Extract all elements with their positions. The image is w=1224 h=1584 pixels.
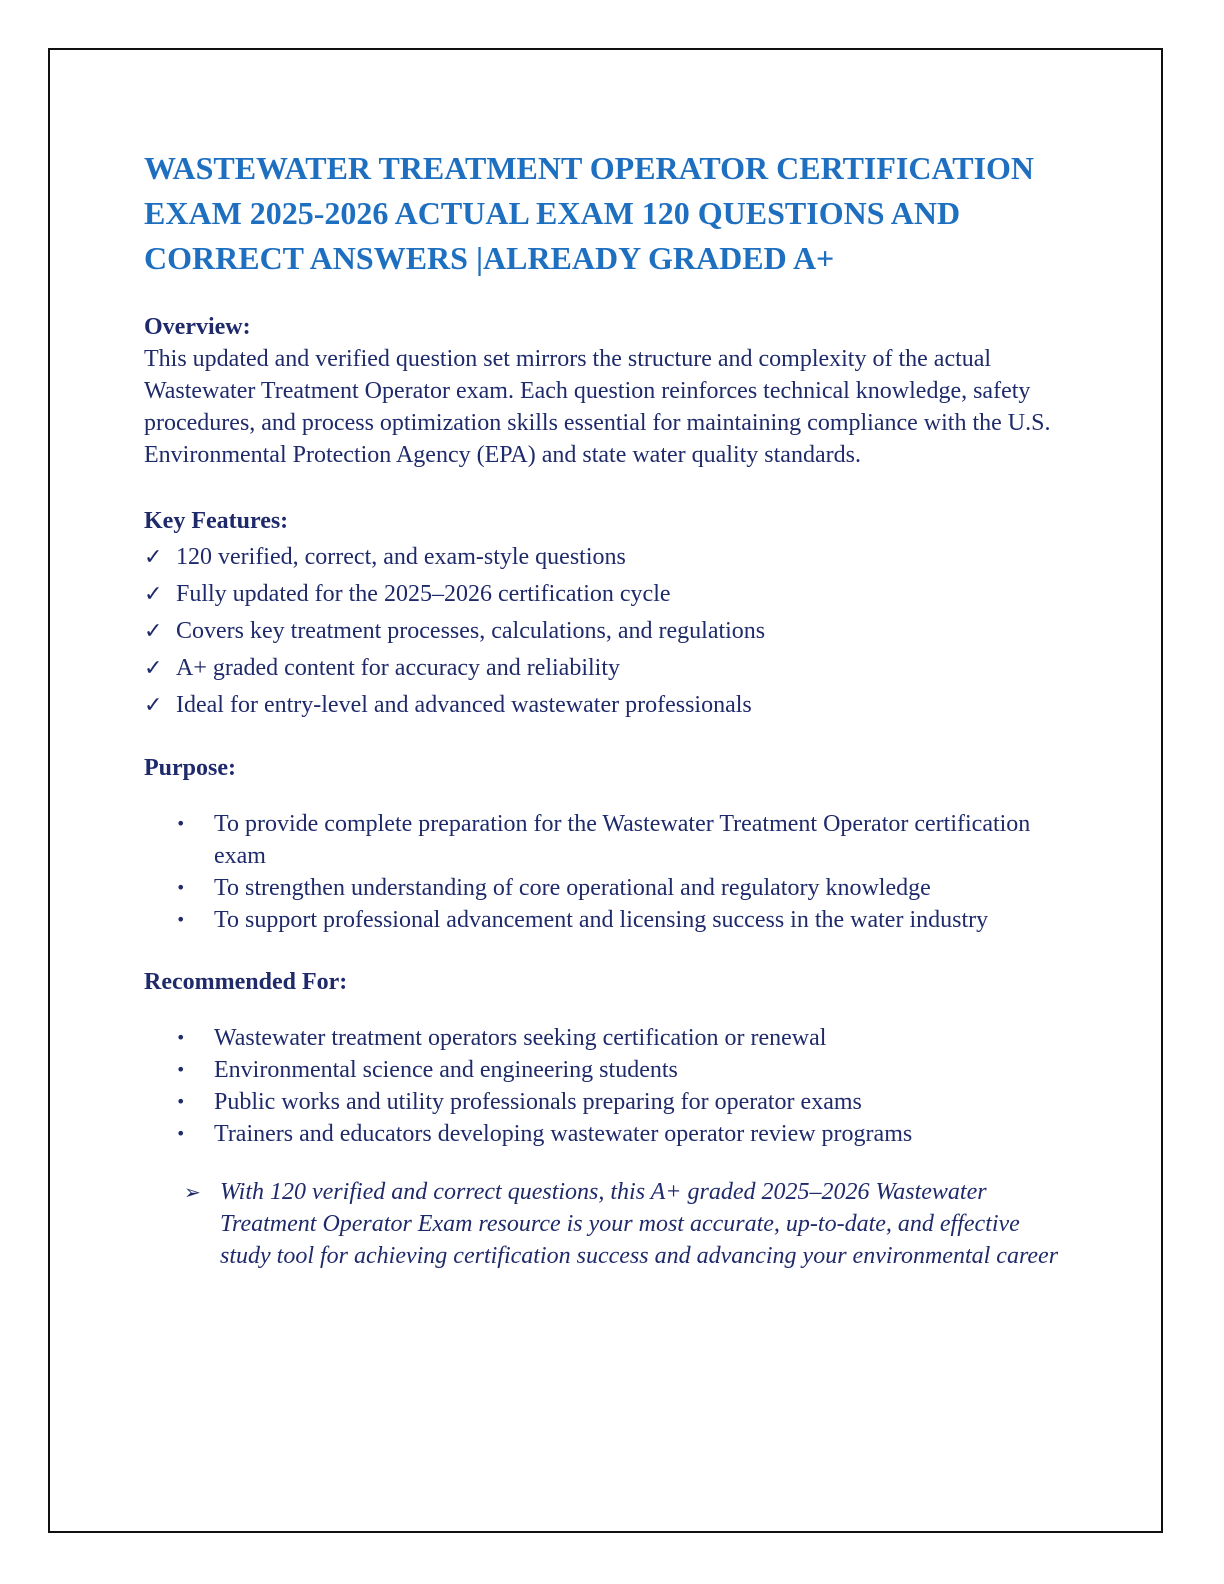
overview-section xyxy=(144,311,1074,471)
bullet-icon: • xyxy=(176,1092,186,1111)
overview-text: This updated and verified question set mirrors the structure and complexity of the actual Wastewater Treatment Operator exam. Each question reinforces technical knowledge, safety procedures, and process optimization skills essential for maintaining compliance with the U.S. Environmental Protection Agency (EPA) and state water quality standards. xyxy=(144,346,1051,468)
list-item xyxy=(144,872,1074,904)
document-body xyxy=(144,146,1074,1272)
closing-statement xyxy=(144,1176,1074,1272)
bullet-icon: • xyxy=(176,1124,186,1143)
purpose-text: To support professional advancement and licensing success in the water industry xyxy=(214,907,989,933)
list-item xyxy=(144,1118,1074,1150)
feature-text: Fully updated for the 2025–2026 certification cycle xyxy=(176,581,671,607)
check-icon: ✓ xyxy=(144,693,163,718)
list-item xyxy=(144,576,1074,613)
purpose-list xyxy=(144,808,1074,936)
feature-text: 120 verified, correct, and exam-style questions xyxy=(176,544,626,570)
list-item xyxy=(144,687,1074,724)
recommended-section xyxy=(144,966,1074,1150)
purpose-text: To strengthen understanding of core operational and regulatory knowledge xyxy=(214,875,931,901)
list-item xyxy=(144,650,1074,687)
check-icon: ✓ xyxy=(144,582,163,607)
check-icon: ✓ xyxy=(144,545,163,570)
bullet-icon: • xyxy=(176,1060,186,1079)
bullet-icon: • xyxy=(176,1028,186,1047)
purpose-heading: Purpose: xyxy=(144,755,236,781)
arrow-bullet-icon: ➢ xyxy=(184,1180,201,1204)
recommended-list xyxy=(144,1022,1074,1150)
feature-text: A+ graded content for accuracy and reliability xyxy=(176,655,620,681)
list-item xyxy=(144,1022,1074,1054)
purpose-text: To provide complete preparation for the Wastewater Treatment Operator certification exam xyxy=(214,811,1031,869)
document-title: WASTEWATER TREATMENT OPERATOR CERTIFICATION EXAM 2025-2026 ACTUAL EXAM 120 QUESTIONS AND CORRECT ANSWERS |ALREADY GRADED A+ xyxy=(144,150,1035,276)
purpose-section xyxy=(144,752,1074,936)
recommended-text: Trainers and educators developing wastewater operator review programs xyxy=(214,1121,913,1147)
closing-text: With 120 verified and correct questions, this A+ graded 2025–2026 Wastewater Treatment Operator Exam resource is your most accurate, up-to-date, and effective study tool for achieving certification success and advancing your environmental career xyxy=(220,1179,1059,1269)
list-item xyxy=(144,1054,1074,1086)
bullet-icon: • xyxy=(176,910,186,929)
bullet-icon: • xyxy=(176,878,186,897)
feature-text: Covers key treatment processes, calculations, and regulations xyxy=(176,618,766,644)
list-item xyxy=(144,539,1074,576)
recommended-text: Wastewater treatment operators seeking certification or renewal xyxy=(214,1025,827,1051)
list-item xyxy=(144,904,1074,936)
list-item xyxy=(144,1086,1074,1118)
key-features-list xyxy=(144,539,1074,724)
overview-heading: Overview: xyxy=(144,314,251,340)
bullet-icon: • xyxy=(176,814,186,833)
recommended-text: Environmental science and engineering students xyxy=(214,1057,678,1083)
check-icon: ✓ xyxy=(144,619,163,644)
feature-text: Ideal for entry-level and advanced wastewater professionals xyxy=(176,692,752,718)
key-features-section xyxy=(144,505,1074,724)
key-features-heading: Key Features: xyxy=(144,508,289,534)
list-item xyxy=(144,808,1074,872)
recommended-text: Public works and utility professionals preparing for operator exams xyxy=(214,1089,862,1115)
list-item xyxy=(144,613,1074,650)
check-icon: ✓ xyxy=(144,656,163,681)
recommended-heading: Recommended For: xyxy=(144,969,348,995)
